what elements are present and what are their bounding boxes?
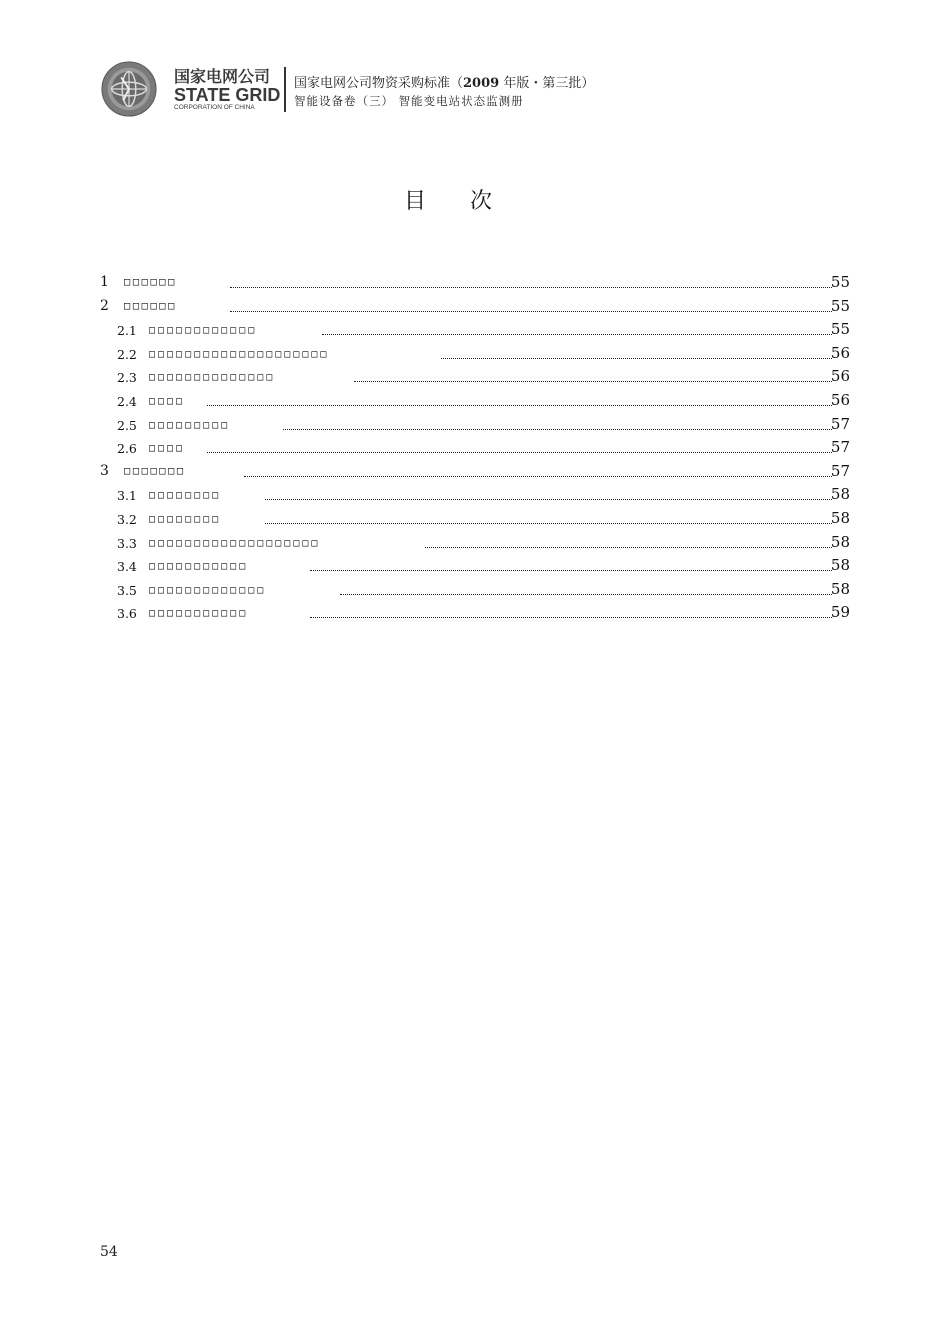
toc-entry-label: □□□□□□□□□□□□ xyxy=(149,325,258,337)
toc-entry-label: □□□□□□ xyxy=(124,299,177,312)
toc-entry-number: 2.3 xyxy=(117,370,137,386)
toc-entry-label: □□□□□□□□ xyxy=(149,490,222,502)
toc-entry[interactable] xyxy=(0,414,950,434)
toc-dot-leader xyxy=(310,605,832,618)
toc-dot-leader xyxy=(283,417,832,430)
toc-entry-label: □□□□□□□□□□□ xyxy=(149,608,249,620)
toc-entry[interactable] xyxy=(0,532,950,552)
page-header xyxy=(98,60,658,120)
toc-entry[interactable] xyxy=(0,366,950,386)
toc-dot-leader xyxy=(244,464,832,477)
logo-english-name: STATE GRID xyxy=(174,85,281,105)
toc-entry-number: 3.6 xyxy=(117,606,137,622)
state-grid-logo xyxy=(98,60,288,120)
toc-entry[interactable] xyxy=(0,390,950,410)
toc-entry[interactable] xyxy=(0,461,950,481)
toc-entry-page: 58 xyxy=(830,532,850,551)
toc-entry-number: 2.4 xyxy=(117,394,137,409)
header-title-prefix: 国家电网公司物资采购标准（ xyxy=(294,76,464,91)
toc-entry-page: 55 xyxy=(830,296,850,315)
toc-entry-page: 55 xyxy=(830,320,850,339)
toc-dot-leader xyxy=(207,393,832,406)
toc-title-left: 目 xyxy=(403,189,426,214)
toc-dot-leader xyxy=(230,299,832,312)
toc-entry-label: □□□□ xyxy=(149,443,186,455)
toc-entry[interactable] xyxy=(0,319,950,339)
toc-entry-number: 2.1 xyxy=(117,323,137,339)
toc-entry-number: 3.5 xyxy=(117,582,137,598)
toc-entry-page: 58 xyxy=(830,579,850,598)
toc-entry[interactable] xyxy=(0,272,950,292)
toc-dot-leader xyxy=(265,511,832,524)
toc-entry[interactable] xyxy=(0,602,950,622)
toc-entry[interactable] xyxy=(0,508,950,528)
toc-entry-label: □□□□ xyxy=(149,396,186,407)
toc-entry-page: 58 xyxy=(830,485,850,504)
toc-entry[interactable] xyxy=(0,484,950,504)
toc-entry-number: 2 xyxy=(100,297,109,314)
toc-entry[interactable] xyxy=(0,296,950,316)
toc-entry-number: 2.5 xyxy=(117,417,137,433)
toc-entry-label: □□□□□□ xyxy=(124,276,177,288)
toc-dot-leader xyxy=(230,275,832,288)
header-divider xyxy=(284,67,286,112)
toc-entry-number: 3.2 xyxy=(117,512,137,527)
toc-dot-leader xyxy=(322,322,832,335)
toc-entry[interactable] xyxy=(0,343,950,363)
toc-dot-leader xyxy=(354,369,832,382)
toc-entry-number: 3 xyxy=(100,462,109,479)
toc-entry-label: □□□□□□□□□□□□□ xyxy=(149,584,267,596)
toc-entry-label: □□□□□□□□□□□□□□□□□□□□ xyxy=(149,348,330,360)
toc-dot-leader xyxy=(340,582,832,595)
toc-entry-page: 56 xyxy=(830,391,850,409)
toc-title-right: 次 xyxy=(470,189,493,214)
toc-title xyxy=(0,184,896,215)
toc-entry-page: 58 xyxy=(830,509,850,527)
logo-chinese-name: 国家电网公司 xyxy=(174,67,271,86)
toc-entry-number: 3.1 xyxy=(117,488,137,504)
toc-dot-leader xyxy=(207,440,832,453)
header-title-suffix: 年版・第三批） xyxy=(499,76,595,91)
toc-entry[interactable] xyxy=(0,555,950,575)
toc-dot-leader xyxy=(425,535,832,548)
toc-entry-label: □□□□□□□□□□□□□□ xyxy=(149,372,276,384)
toc-entry-page: 57 xyxy=(830,414,850,433)
toc-entry-number: 3.3 xyxy=(117,535,137,551)
toc-entry-page: 58 xyxy=(830,556,850,575)
logo-wordmark xyxy=(174,68,286,112)
toc-entry-number: 3.4 xyxy=(117,559,137,575)
header-title-year: 2009 xyxy=(463,76,500,91)
toc-dot-leader xyxy=(441,346,832,359)
page-number: 54 xyxy=(100,1244,118,1260)
header-title-line-1 xyxy=(294,72,594,91)
toc-entry[interactable] xyxy=(0,437,950,457)
toc-entry-page: 57 xyxy=(830,461,850,480)
toc-entry-label: □□□□□□□□□□□ xyxy=(149,561,249,573)
logo-english-subtitle: CORPORATION OF CHINA xyxy=(174,104,255,111)
toc-entry-label: □□□□□□□□□ xyxy=(149,419,231,431)
toc-entry-number: 2.6 xyxy=(117,441,137,457)
toc-entry-page: 57 xyxy=(830,438,850,457)
toc-entry-label: □□□□□□□□□□□□□□□□□□□ xyxy=(149,537,321,549)
toc-entry-page: 55 xyxy=(830,273,850,291)
toc-entry-number: 1 xyxy=(100,274,109,290)
toc-entry-page: 56 xyxy=(830,343,850,362)
toc-entry-number: 2.2 xyxy=(117,346,137,362)
toc-entry[interactable] xyxy=(0,579,950,599)
toc-entry-page: 59 xyxy=(830,603,850,622)
globe-emblem-icon xyxy=(100,60,158,118)
toc-dot-leader xyxy=(265,487,832,500)
toc-dot-leader xyxy=(310,558,832,571)
header-title-line-2: 智能设备卷（三） 智能变电站状态监测册 xyxy=(294,94,524,108)
toc-entry-label: □□□□□□□□ xyxy=(149,514,222,525)
toc-entry-label: □□□□□□□ xyxy=(124,464,186,477)
toc-entry-page: 56 xyxy=(830,367,850,386)
